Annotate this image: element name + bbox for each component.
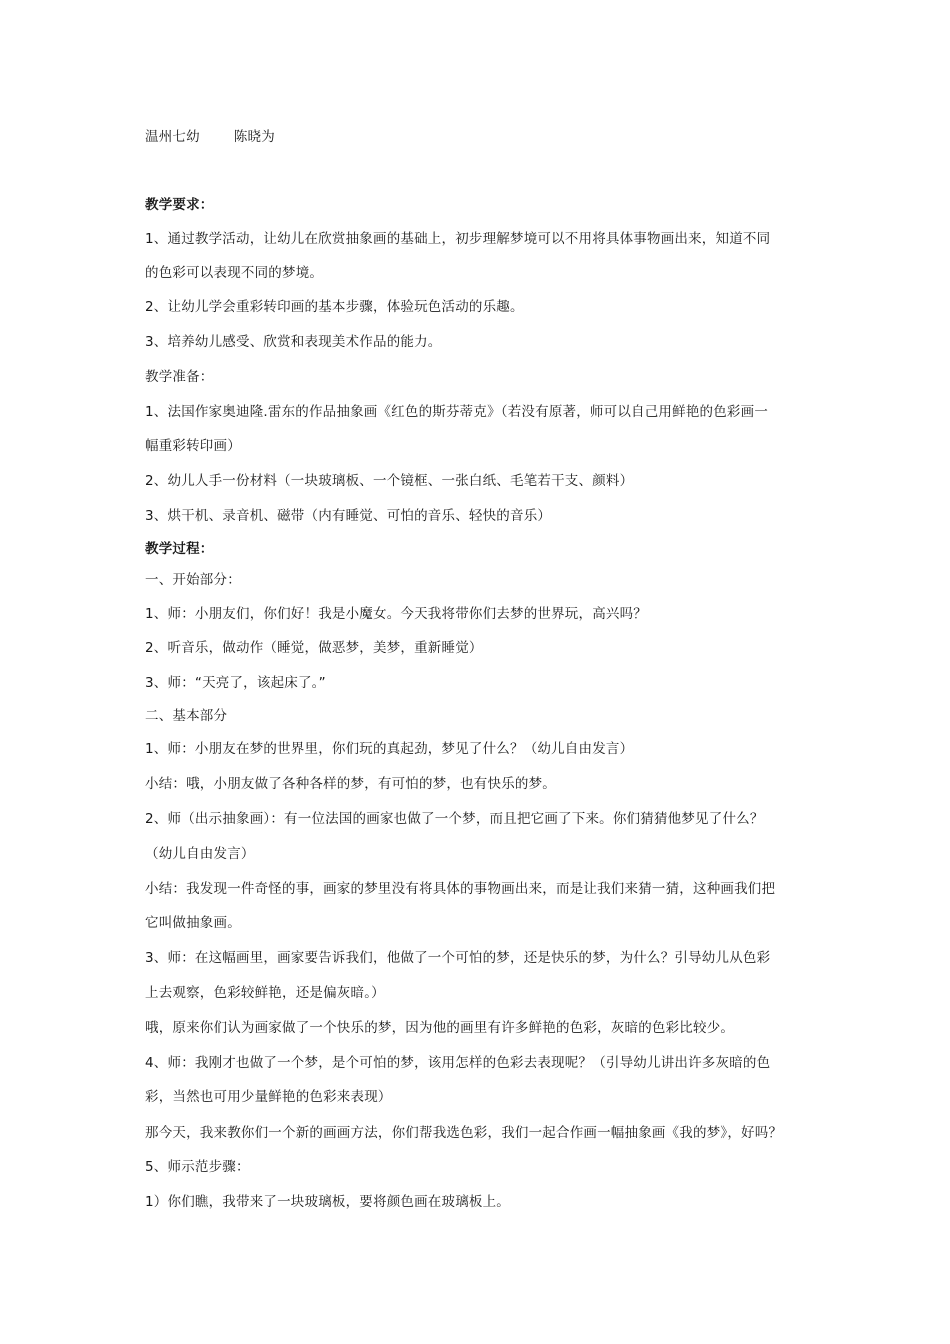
paragraph-line: 那今天，我来教你们一个新的画画方法，你们帮我选色彩，我们一起合作画一幅抽象画《我的梦》，好吗？ [145,1125,783,1141]
paragraph-line: 它叫做抽象画。 [145,915,241,931]
section-heading-process: 教学过程： [145,541,214,557]
paragraph-line: 彩，当然也可用少量鲜艳的色彩来表现） [145,1089,392,1105]
paragraph-line: 3、烘干机、录音机、磁带（内有睡觉、可怕的音乐、轻快的音乐） [145,508,552,524]
paragraph-line: 小结：我发现一件奇怪的事，画家的梦里没有将具体的事物画出来，而是让我们来猜一猜，这种画我们把 [145,881,776,897]
paragraph-line: 小结：哦，小朋友做了各种各样的梦，有可怕的梦，也有快乐的梦。 [145,776,556,792]
paragraph-line: 哦，原来你们认为画家做了一个快乐的梦，因为他的画里有许多鲜艳的色彩，灰暗的色彩比较少。 [145,1020,735,1036]
author-name: 陈晓为 [233,129,275,145]
school-name: 温州七幼 [145,129,200,145]
paragraph-line: 1、师：小朋友在梦的世界里，你们玩的真起劲，梦见了什么？（幼儿自由发言） [145,741,634,757]
paragraph-line: 的色彩可以表现不同的梦境。 [145,265,324,281]
paragraph-line: 1、师：小朋友们，你们好！我是小魔女。今天我将带你们去梦的世界玩，高兴吗？ [145,606,647,622]
paragraph-line: 幅重彩转印画） [145,438,241,454]
paragraph-line: 1、法国作家奥迪隆.雷东的作品抽象画《红色的斯芬蒂克》（若没有原著，师可以自己用鲜艳的色彩画一 [145,404,769,420]
paragraph-line: 2、让幼儿学会重彩转印画的基本步骤，体验玩色活动的乐趣。 [145,299,524,315]
paragraph-line: 1、通过教学活动，让幼儿在欣赏抽象画的基础上，初步理解梦境可以不用将具体事物画出来，知道不同 [145,231,771,247]
paragraph-line: 2、听音乐，做动作（睡觉，做恶梦，美梦，重新睡觉） [145,640,483,656]
paragraph-line: 5、师示范步骤： [145,1159,250,1175]
paragraph-line: 1）你们瞧，我带来了一块玻璃板，要将颜色画在玻璃板上。 [145,1194,510,1210]
paragraph-line: 上去观察，色彩较鲜艳，还是偏灰暗。） [145,985,385,1001]
subsection-heading: 二、基本部分 [145,708,228,724]
paragraph-line: 3、培养幼儿感受、欣赏和表现美术作品的能力。 [145,334,442,350]
paragraph-line: （幼儿自由发言） [145,846,255,862]
paragraph-line: 2、幼儿人手一份材料（一块玻璃板、一个镜框、一张白纸、毛笔若干支、颜料） [145,473,634,489]
header-line [145,127,825,147]
section-heading-preparation: 教学准备： [145,369,214,385]
paragraph-line: 3、师：“天亮了，该起床了。” [145,675,326,691]
section-heading-requirements: 教学要求： [145,197,214,213]
paragraph-line: 2、师（出示抽象画）：有一位法国的画家也做了一个梦，而且把它画了下来。你们猜猜他梦见了什么？ [145,811,764,827]
subsection-heading: 一、开始部分： [145,572,241,588]
paragraph-line: 3、师：在这幅画里，画家要告诉我们，他做了一个可怕的梦，还是快乐的梦，为什么？引导幼儿从色彩 [145,950,771,966]
paragraph-line: 4、师：我刚才也做了一个梦，是个可怕的梦，该用怎样的色彩去表现呢？（引导幼儿讲出许多灰暗的色 [145,1055,771,1071]
